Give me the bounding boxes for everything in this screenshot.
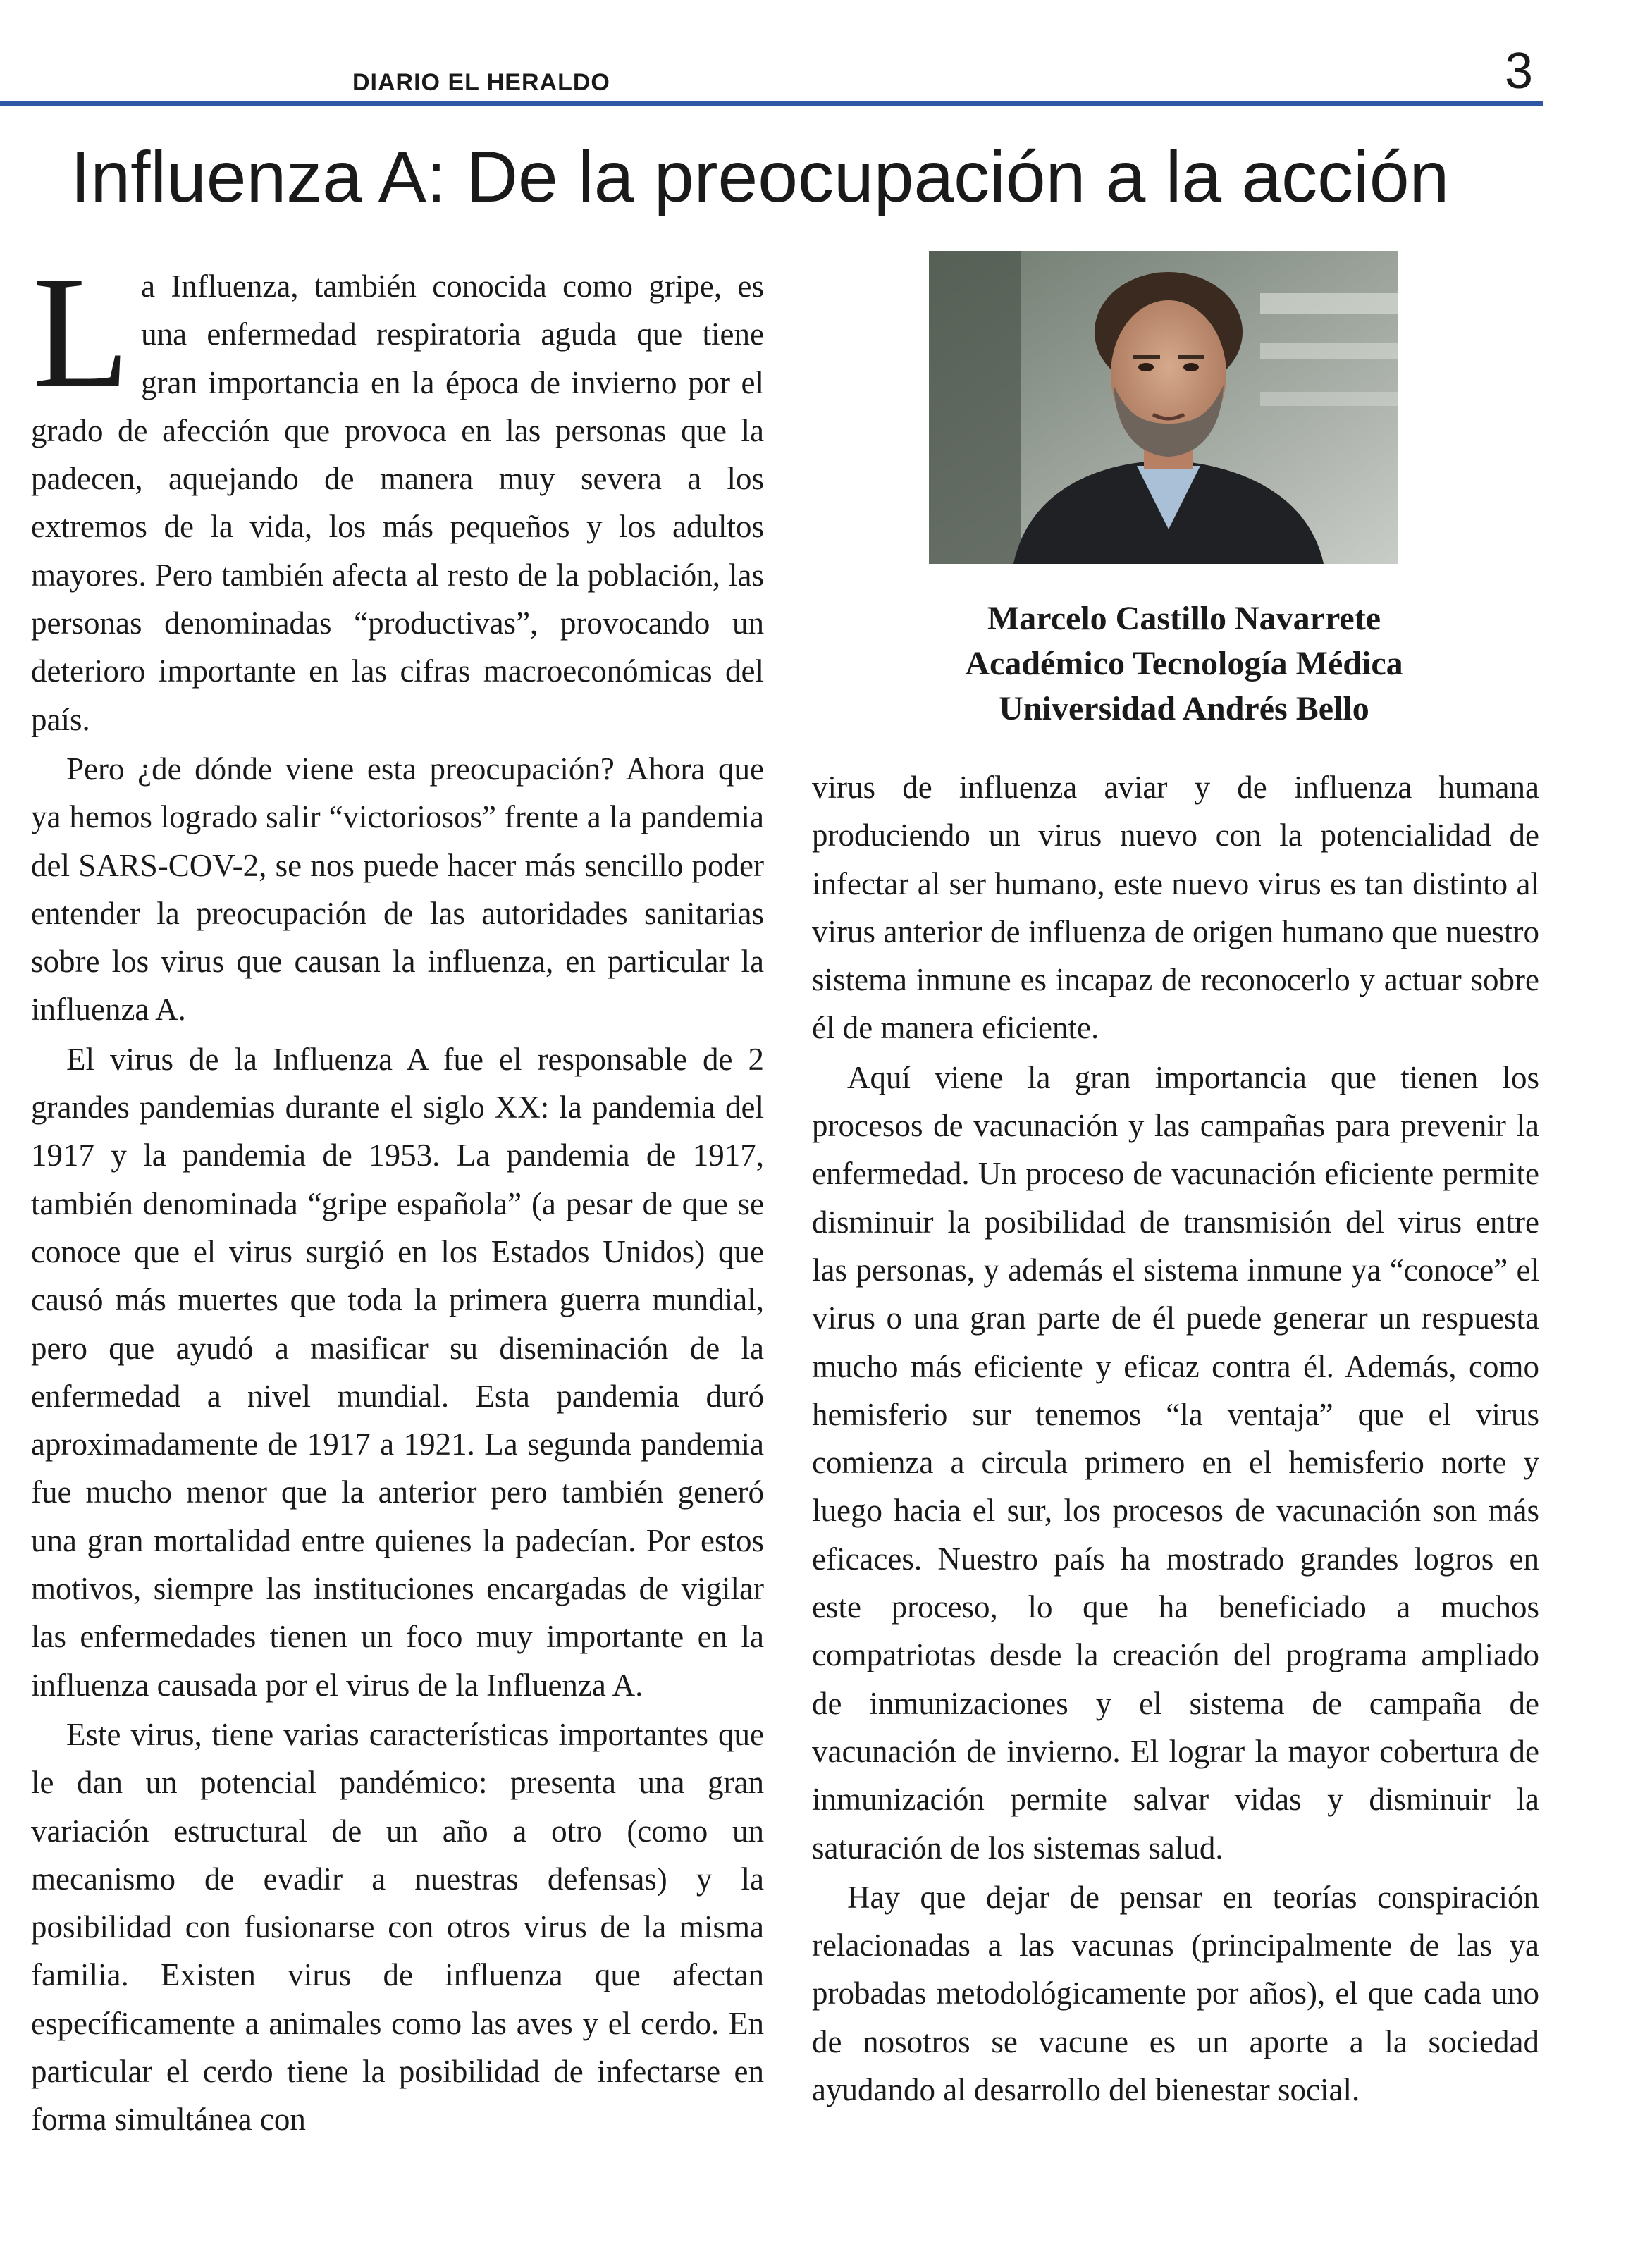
article-right-column [812, 763, 1539, 2114]
page-header [0, 0, 1543, 113]
author-role: Académico Tecnología Médica [965, 645, 1403, 682]
paragraph-1-text: a Influenza, también conocida como gripe, es una enfermedad respiratoria aguda que tiene gran importancia en la época de invierno por el grado de afección que provoca en las personas que la padecen, aquejando de manera muy severa a los extremos de la vida, los más pequeños y los adultos mayores. Pero también afecta al resto de la población, las personas denominadas “productivas”, provocando un deterioro importante en las cifras macroeconómicas del país. [31, 269, 764, 737]
paragraph-3: El virus de la Influenza A fue el responsable de 2 grandes pandemias durante el siglo XX: la pandemia del 1917 y la pandemia de 1953. La pandemia de 1917, también denominada “gripe española” (a pesar de que se conoce que el virus surgió en los Estados Unidos) que causó más muertes que toda la primera guerra mundial, pero que ayudó a masificar su diseminación de la enfermedad a nivel mundial. Esta pandemia duró aproximadamente de 1917 a 1921. La segunda pandemia fue mucho menor que la anterior pero también generó una gran mortalidad entre quienes la padecían. Por estos motivos, siempre las instituciones encargadas de vigilar las enfermedades tienen un foco muy importante en la influenza causada por el virus de la Influenza A. [31, 1041, 764, 1703]
header-rule [0, 101, 1543, 106]
author-byline [832, 596, 1536, 732]
newspaper-name: DIARIO EL HERALDO [352, 69, 610, 96]
paragraph-7: Hay que dejar de pensar en teorías conspiración relacionadas a las vacunas (principalmente de las ya probadas metodológicamente por años), el que cada uno de nosotros se vacune es un aporte a la sociedad ayudando al desarrollo del bienestar social. [812, 1879, 1539, 2108]
paragraph-5: virus de influenza aviar y de influenza humana produciendo un virus nuevo con la potencialidad de infectar al ser humano, este nuevo virus es tan distinto al virus anterior de influenza de origen humano que nuestro sistema inmune es incapaz de reconocerlo y actuar sobre él de manera eficiente. [812, 770, 1539, 1046]
author-name: Marcelo Castillo Navarrete [987, 600, 1381, 637]
paragraph-1 [31, 244, 764, 744]
author-photo [929, 251, 1398, 564]
paragraph-2: Pero ¿de dónde viene esta preocupación? Ahora que ya hemos logrado salir “victoriosos” frente a la pandemia del SARS-COV-2, se nos puede hacer más sencillo poder entender la preocupación de las autoridades sanitarias sobre los virus que causan la influenza, en particular la influenza A. [31, 751, 764, 1028]
drop-cap: L [32, 244, 130, 420]
author-portrait-image [929, 251, 1398, 564]
paragraph-6: Aquí viene la gran importancia que tienen los procesos de vacunación y las campañas para prevenir la enfermedad. Un proceso de vacunación eficiente permite disminuir la posibilidad de transmisión del virus entre las personas, y además el sistema inmune ya “conoce” el virus o una gran parte de él puede generar un respuesta mucho más eficiente y eficaz contra él. Además, como hemisferio sur tenemos “la ventaja” que el virus comienza a circula primero en el hemisferio norte y luego hacia el sur, los procesos de vacunación son más eficaces. Nuestro país ha mostrado grandes logros en este proceso, lo que ha beneficiado a muchos compatriotas desde la creación del programa ampliado de inmunizaciones y el sistema de campaña de vacunación de invierno. El lograr la mayor cobertura de inmunización permite salvar vidas y disminuir la saturación de los sistemas salud. [812, 1059, 1539, 1866]
author-institution: Universidad Andrés Bello [999, 690, 1369, 727]
page-number: 3 [1505, 43, 1534, 99]
article-headline: Influenza A: De la preocupación a la acción [70, 137, 1450, 217]
article-left-column [31, 244, 764, 2144]
paragraph-4: Este virus, tiene varias características importantes que le dan un potencial pandémico: presenta una gran variación estructural de un año a otro (como un mecanismo de evadir a nuestras defensas) y la posibilidad con fusionarse con otros virus de la misma familia. Existen virus de influenza que afectan específicamente a animales como las aves y el cerdo. En particular el cerdo tiene la posibilidad de infectarse en forma simultánea con [31, 1716, 764, 2138]
